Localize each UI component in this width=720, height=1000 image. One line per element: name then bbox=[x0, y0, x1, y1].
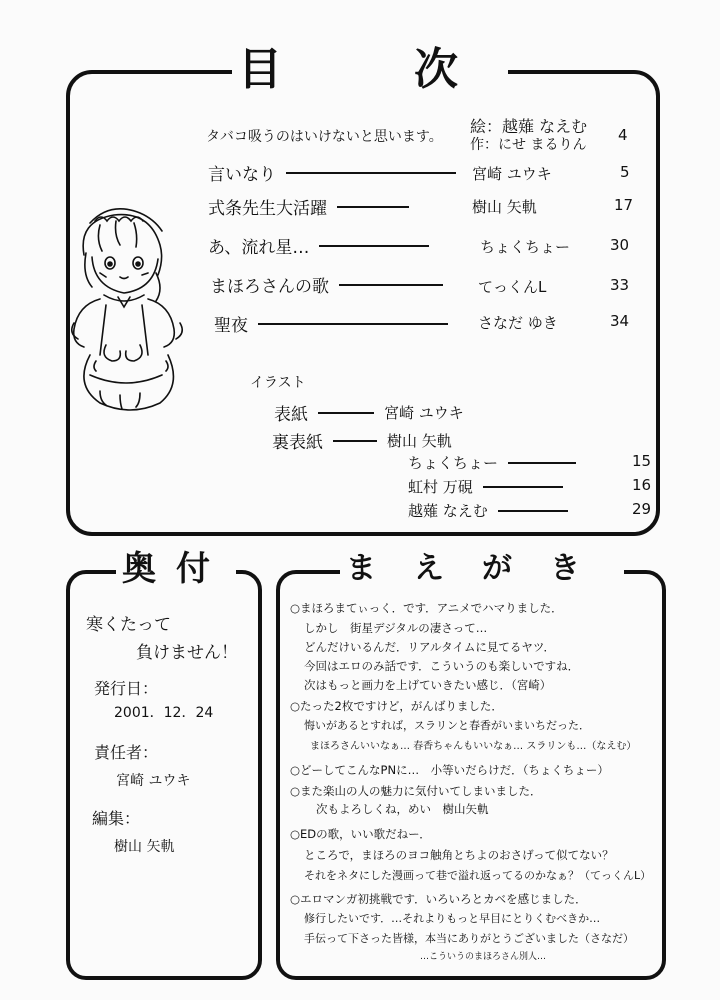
illust-entry-author: 宮崎 ユウキ bbox=[384, 404, 464, 422]
maid-character-illustration bbox=[60, 195, 200, 415]
leader-line bbox=[333, 440, 377, 442]
colophon-title-line2: 負けません！ bbox=[136, 643, 238, 663]
preface-line: ○また楽山の人の魅力に気付いてしまいました． bbox=[290, 784, 542, 798]
preface-line: ○EDの歌，いい歌だねー． bbox=[290, 827, 431, 841]
leader-line bbox=[508, 462, 576, 464]
illust-page-author: 虹村 万硯 bbox=[408, 478, 473, 496]
illust-page-entry bbox=[408, 452, 586, 473]
illust-page-number: 29 bbox=[632, 500, 652, 518]
toc-entry-author: 宮崎 ユウキ bbox=[472, 165, 552, 183]
preface-line: 今回はエロのみ話です．こういうのも楽しいですね． bbox=[304, 659, 580, 673]
preface-line: 修行したいです．…それよりもっと早目にとりくむべきか… bbox=[304, 912, 601, 925]
preface-line: 手伝って下さった皆様，本当にありがとうございました（さなだ） bbox=[304, 932, 634, 945]
leader-line bbox=[483, 486, 563, 488]
preface-line: どんだけいるんだ．リアルタイムに見てるヤツ． bbox=[304, 640, 556, 654]
preface-line: 悔いがあるとすれば，スラリンと春香がいまいちだった． bbox=[304, 719, 590, 732]
toc-entry-title: タバコ吸うのはいけないと思います。 bbox=[206, 129, 443, 145]
preface-line: しかし 街星デジタルの凄さって… bbox=[304, 621, 488, 635]
responsible-label: 責任者： bbox=[94, 743, 159, 762]
issue-date-label: 発行日： bbox=[94, 679, 159, 698]
editor-name: 樹山 矢軌 bbox=[114, 839, 175, 855]
illust-page-entry bbox=[408, 500, 578, 521]
colophon-title-line1: 寒くたって bbox=[86, 615, 171, 635]
toc-heading: 目 次 bbox=[232, 48, 508, 92]
toc-entry bbox=[208, 233, 439, 258]
illust-page-author: ちょくちょー bbox=[408, 454, 499, 472]
illust-entry-author: 樹山 矢軌 bbox=[387, 432, 452, 450]
preface-line: ○まほろまてぃっく．です．アニメでハマりました． bbox=[290, 601, 563, 615]
responsible-name: 宮崎 ユウキ bbox=[116, 773, 191, 789]
illust-entry bbox=[272, 428, 452, 453]
illust-entry-title: 表紙 bbox=[274, 405, 308, 425]
illust-label: イラスト bbox=[250, 375, 306, 391]
toc-entry-title: あ、流れ星… bbox=[208, 238, 310, 258]
toc-entry-title: 聖夜 bbox=[214, 316, 248, 336]
toc-entry-title: 言いなり bbox=[208, 165, 276, 185]
illust-page-number: 15 bbox=[632, 452, 652, 470]
toc-entry-page: 33 bbox=[610, 276, 630, 294]
illust-entry bbox=[274, 400, 464, 425]
toc-entry-page: 34 bbox=[610, 312, 630, 330]
leader-line bbox=[318, 412, 374, 414]
toc-entry-author: てっくんL bbox=[478, 278, 547, 296]
preface-line: …こういうのまほろさん別人… bbox=[420, 952, 547, 962]
toc-entry-page: 5 bbox=[620, 163, 630, 181]
leader-line bbox=[498, 510, 568, 512]
preface-line: 次はもっと画力を上げていきたい感じ．（宮崎） bbox=[304, 678, 552, 692]
preface-line: まほろさんいいなぁ… 春香ちゃんもいいなぁ… スラリンも…（なえむ） bbox=[310, 741, 637, 752]
leader-line bbox=[337, 206, 409, 208]
preface-line: ところで，まほろのヨコ触角とちよのおさげって似てない？ bbox=[304, 848, 614, 862]
illust-entry-title: 裏表紙 bbox=[272, 433, 323, 453]
toc-entry-page: 17 bbox=[614, 196, 634, 214]
toc-entry-title: まほろさんの歌 bbox=[210, 277, 329, 297]
toc-entry-page: 4 bbox=[618, 126, 628, 144]
toc-entry-author: 樹山 矢軌 bbox=[472, 198, 537, 216]
leader-line bbox=[319, 245, 429, 247]
toc-entry bbox=[214, 311, 458, 336]
leader-line bbox=[286, 172, 456, 174]
toc-entry-author2: 作：にせ まるりん bbox=[470, 137, 587, 153]
toc-entry bbox=[210, 272, 453, 297]
toc-entry bbox=[206, 126, 443, 146]
toc-entry-author: 絵：越薙 なえむ bbox=[470, 117, 588, 136]
issue-date: 2001．12．24 bbox=[114, 705, 214, 721]
preface-line: それをネタにした漫画って巷で溢れ返ってるのかなぁ？（てっくんL） bbox=[304, 869, 652, 882]
preface-heading: まえがき bbox=[340, 554, 624, 584]
preface-line: ○どーしてこんなPNに… 小等いだらけだ．（ちょくちょー） bbox=[290, 763, 609, 777]
illust-page-entry bbox=[408, 476, 573, 497]
preface-line: 次もよろしくね，めい 樹山矢軌 bbox=[316, 802, 489, 816]
illust-page-author: 越薙 なえむ bbox=[408, 502, 488, 520]
preface-line: ○エロマンガ初挑戦です．いろいろとカベを感じました． bbox=[290, 892, 587, 906]
toc-entry-author: さなだ ゆき bbox=[478, 314, 558, 332]
toc-entry bbox=[208, 160, 466, 185]
preface-line: ○たった2枚ですけど，がんばりました． bbox=[290, 699, 503, 713]
editor-label: 編集： bbox=[92, 809, 141, 828]
leader-line bbox=[339, 284, 443, 286]
colophon-heading: 奥付 bbox=[116, 552, 236, 586]
toc-entry-page: 30 bbox=[610, 236, 630, 254]
leader-line bbox=[258, 323, 448, 325]
illust-page-number: 16 bbox=[632, 476, 652, 494]
toc-entry bbox=[208, 194, 419, 219]
toc-entry-title: 式条先生大活躍 bbox=[208, 199, 327, 219]
toc-entry-author: ちょくちょー bbox=[480, 238, 571, 256]
